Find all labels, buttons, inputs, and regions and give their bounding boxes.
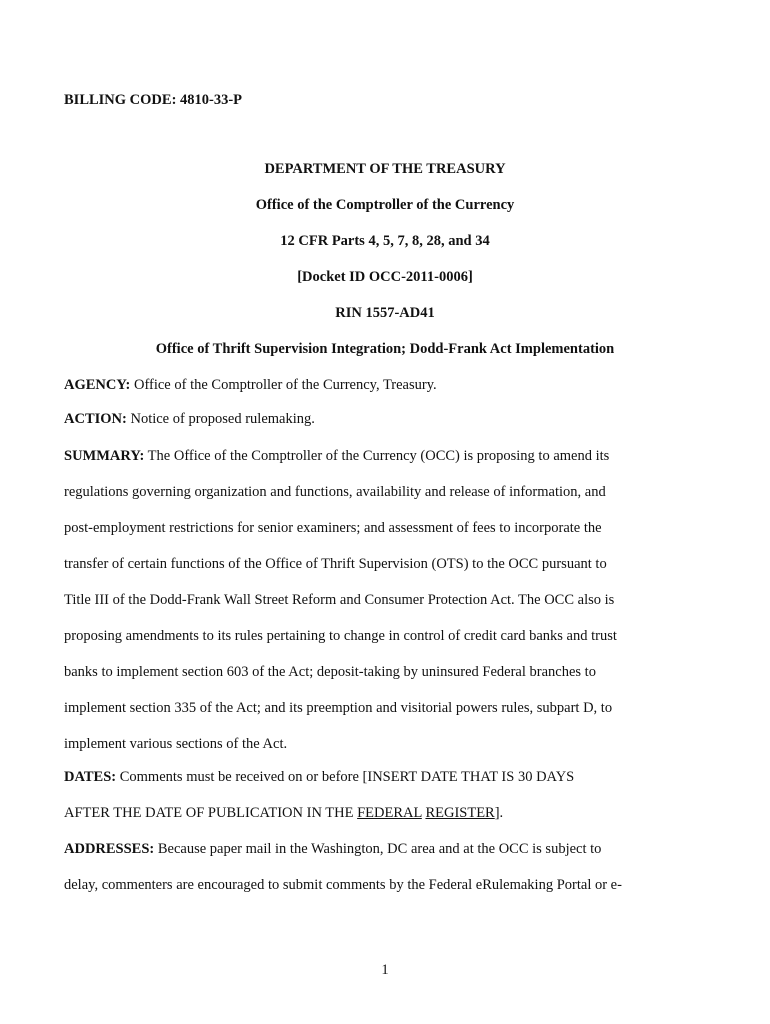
department-heading: DEPARTMENT OF THE TREASURY bbox=[264, 161, 506, 177]
summary-line: implement section 335 of the Act; and its preemption and visitorial powers rules, subpart D, to bbox=[64, 700, 613, 716]
addresses-first-line: Because paper mail in the Washington, DC area and at the OCC is subject to bbox=[154, 841, 602, 857]
agency-label: AGENCY: bbox=[64, 377, 131, 393]
addresses-label: ADDRESSES: bbox=[64, 841, 155, 857]
summary-line: regulations governing organization and functions, availability and release of information, and bbox=[64, 484, 606, 500]
rin-number: RIN 1557-AD41 bbox=[335, 305, 435, 321]
dates-section bbox=[64, 768, 684, 840]
addresses-line bbox=[64, 840, 684, 876]
summary-line: Title III of the Dodd-Frank Wall Street Reform and Consumer Protection Act. The OCC also is bbox=[64, 592, 615, 608]
summary-line bbox=[64, 447, 684, 483]
summary-line: proposing amendments to its rules pertaining to change in control of credit card banks and trust bbox=[64, 628, 617, 644]
summary-line: transfer of certain functions of the Office of Thrift Supervision (OTS) to the OCC pursuant to bbox=[64, 556, 607, 572]
action-line bbox=[64, 411, 684, 428]
action-label: ACTION: bbox=[64, 411, 127, 427]
action-text: Notice of proposed rulemaking. bbox=[126, 411, 315, 427]
docket-id: [Docket ID OCC-2011-0006] bbox=[297, 269, 473, 285]
federal-register-register: REGISTER bbox=[425, 805, 495, 821]
summary-first-line: The Office of the Comptroller of the Currency (OCC) is proposing to amend its bbox=[144, 448, 610, 464]
office-heading: Office of the Comptroller of the Currency bbox=[255, 197, 515, 213]
addresses-line: delay, commenters are encouraged to submit comments by the Federal eRulemaking Portal or e- bbox=[64, 877, 622, 893]
billing-code: BILLING CODE: 4810-33-P bbox=[64, 92, 243, 108]
summary-section bbox=[64, 447, 684, 771]
page-number: 1 bbox=[381, 962, 389, 978]
dates-line bbox=[64, 804, 684, 840]
federal-register-federal: FEDERAL bbox=[357, 805, 422, 821]
summary-label: SUMMARY: bbox=[64, 448, 145, 464]
dates-label: DATES: bbox=[64, 769, 117, 785]
summary-line: banks to implement section 603 of the Act; deposit-taking by uninsured Federal branches to bbox=[64, 664, 596, 680]
cfr-parts: 12 CFR Parts 4, 5, 7, 8, 28, and 34 bbox=[280, 233, 490, 249]
agency-text: Office of the Comptroller of the Currency, Treasury. bbox=[130, 377, 437, 393]
dates-second-prefix: AFTER THE DATE OF PUBLICATION IN THE bbox=[64, 805, 358, 821]
rule-title: Office of Thrift Supervision Integration; Dodd-Frank Act Implementation bbox=[155, 341, 615, 357]
addresses-section bbox=[64, 840, 684, 912]
dates-line bbox=[64, 768, 684, 804]
dates-first-line: Comments must be received on or before [INSERT DATE THAT IS 30 DAYS bbox=[116, 769, 575, 785]
summary-line: implement various sections of the Act. bbox=[64, 736, 288, 752]
agency-line bbox=[64, 377, 684, 394]
summary-line: post-employment restrictions for senior examiners; and assessment of fees to incorporate the bbox=[64, 520, 602, 536]
dates-second-suffix: ]. bbox=[494, 805, 504, 821]
